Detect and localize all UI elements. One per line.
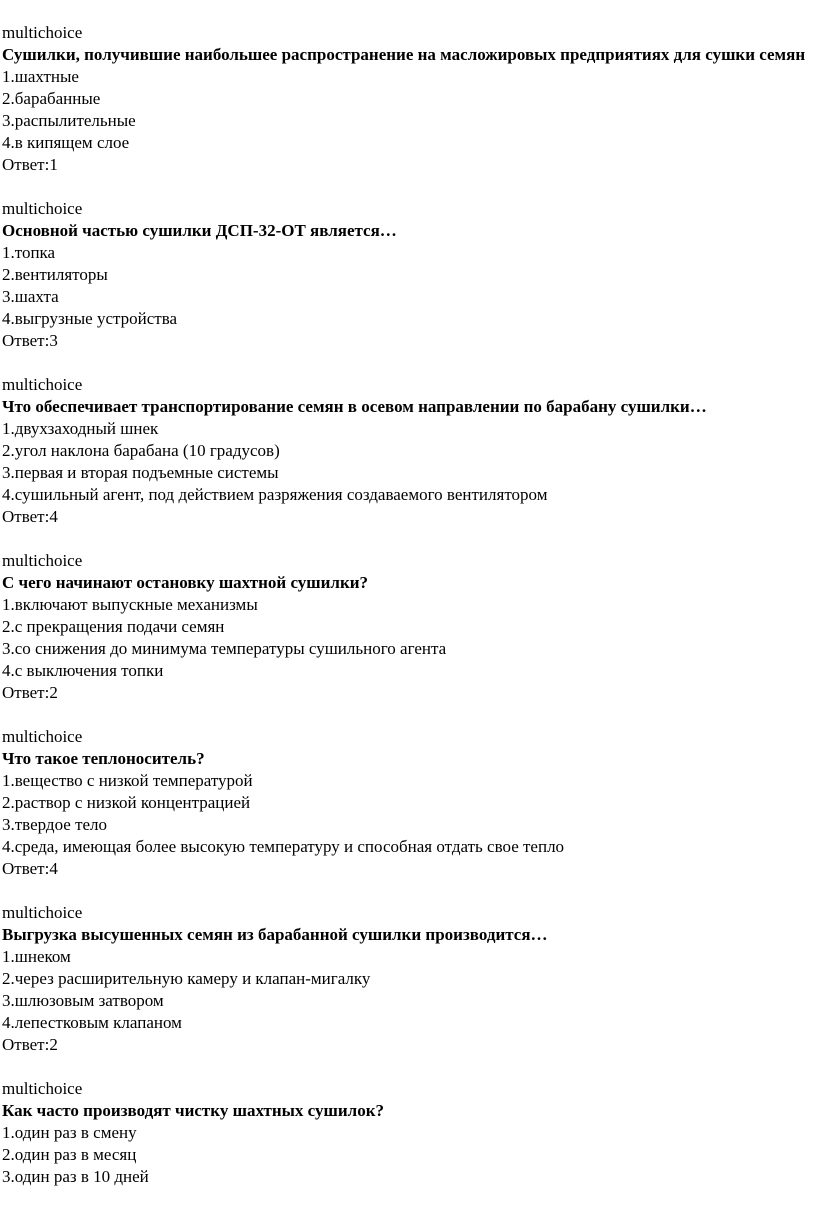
answer-option: 2.раствор с низкой концентрацией — [2, 793, 251, 812]
answer-option: 2.угол наклона барабана (10 градусов) — [2, 441, 280, 460]
question-type: multichoice — [2, 727, 83, 746]
question-block — [2, 198, 816, 352]
question-type: multichoice — [2, 903, 83, 922]
question-block — [2, 22, 816, 176]
question-block — [2, 374, 816, 528]
answer-option: 2.через расширительную камеру и клапан-мигалку — [2, 969, 371, 988]
answer-option: 4.сушильный агент, под действием разряжения создаваемого вентилятором — [2, 485, 548, 504]
answer-option: 1.один раз в смену — [2, 1123, 137, 1142]
correct-answer: Ответ:1 — [2, 155, 58, 174]
answer-option: 1.шнеком — [2, 947, 71, 966]
answer-option: 2.вентиляторы — [2, 265, 108, 284]
question-text: Как часто производят чистку шахтных сушилок? — [2, 1101, 384, 1120]
answer-option: 3.первая и вторая подъемные системы — [2, 463, 279, 482]
question-block — [2, 902, 816, 1056]
question-text: Основной частью сушилки ДСП-32-ОТ является… — [2, 221, 397, 240]
answer-option: 2.с прекращения подачи семян — [2, 617, 225, 636]
answer-option: 3.шлюзовым затвором — [2, 991, 164, 1010]
answer-option: 4.в кипящем слое — [2, 133, 130, 152]
correct-answer: Ответ:3 — [2, 331, 58, 350]
answer-option: 4.лепестковым клапаном — [2, 1013, 182, 1032]
answer-option: 2.один раз в месяц — [2, 1145, 137, 1164]
question-block — [2, 726, 816, 880]
answer-option: 1.включают выпускные механизмы — [2, 595, 258, 614]
question-text: Сушилки, получившие наибольшее распространение на масложировых предприятиях для сушки семян — [2, 45, 806, 64]
answer-option: 3.один раз в 10 дней — [2, 1167, 149, 1186]
answer-option: 3.со снижения до минимума температуры сушильного агента — [2, 639, 447, 658]
answer-option: 3.твердое тело — [2, 815, 108, 834]
answer-option: 1.топка — [2, 243, 56, 262]
correct-answer: Ответ:2 — [2, 1035, 58, 1054]
answer-option: 4.с выключения топки — [2, 661, 164, 680]
answer-option: 3.распылительные — [2, 111, 136, 130]
question-block — [2, 1078, 816, 1188]
question-type: multichoice — [2, 375, 83, 394]
answer-option: 4.среда, имеющая более высокую температуру и способная отдать свое тепло — [2, 837, 565, 856]
question-text: С чего начинают остановку шахтной сушилки? — [2, 573, 369, 592]
answer-option: 1.шахтные — [2, 67, 79, 86]
answer-option: 1.вещество с низкой температурой — [2, 771, 253, 790]
correct-answer: Ответ:4 — [2, 859, 58, 878]
answer-option: 3.шахта — [2, 287, 59, 306]
question-type: multichoice — [2, 1079, 83, 1098]
correct-answer: Ответ:2 — [2, 683, 58, 702]
answer-option: 1.двухзаходный шнек — [2, 419, 159, 438]
answer-option: 4.выгрузные устройства — [2, 309, 178, 328]
answer-option: 2.барабанные — [2, 89, 101, 108]
correct-answer: Ответ:4 — [2, 507, 58, 526]
question-type: multichoice — [2, 551, 83, 570]
question-block — [2, 550, 816, 704]
question-text: Выгрузка высушенных семян из барабанной сушилки производится… — [2, 925, 548, 944]
question-text: Что обеспечивает транспортирование семян в осевом направлении по барабану сушилки… — [2, 397, 707, 416]
question-text: Что такое теплоноситель? — [2, 749, 205, 768]
question-type: multichoice — [2, 23, 83, 42]
question-type: multichoice — [2, 199, 83, 218]
